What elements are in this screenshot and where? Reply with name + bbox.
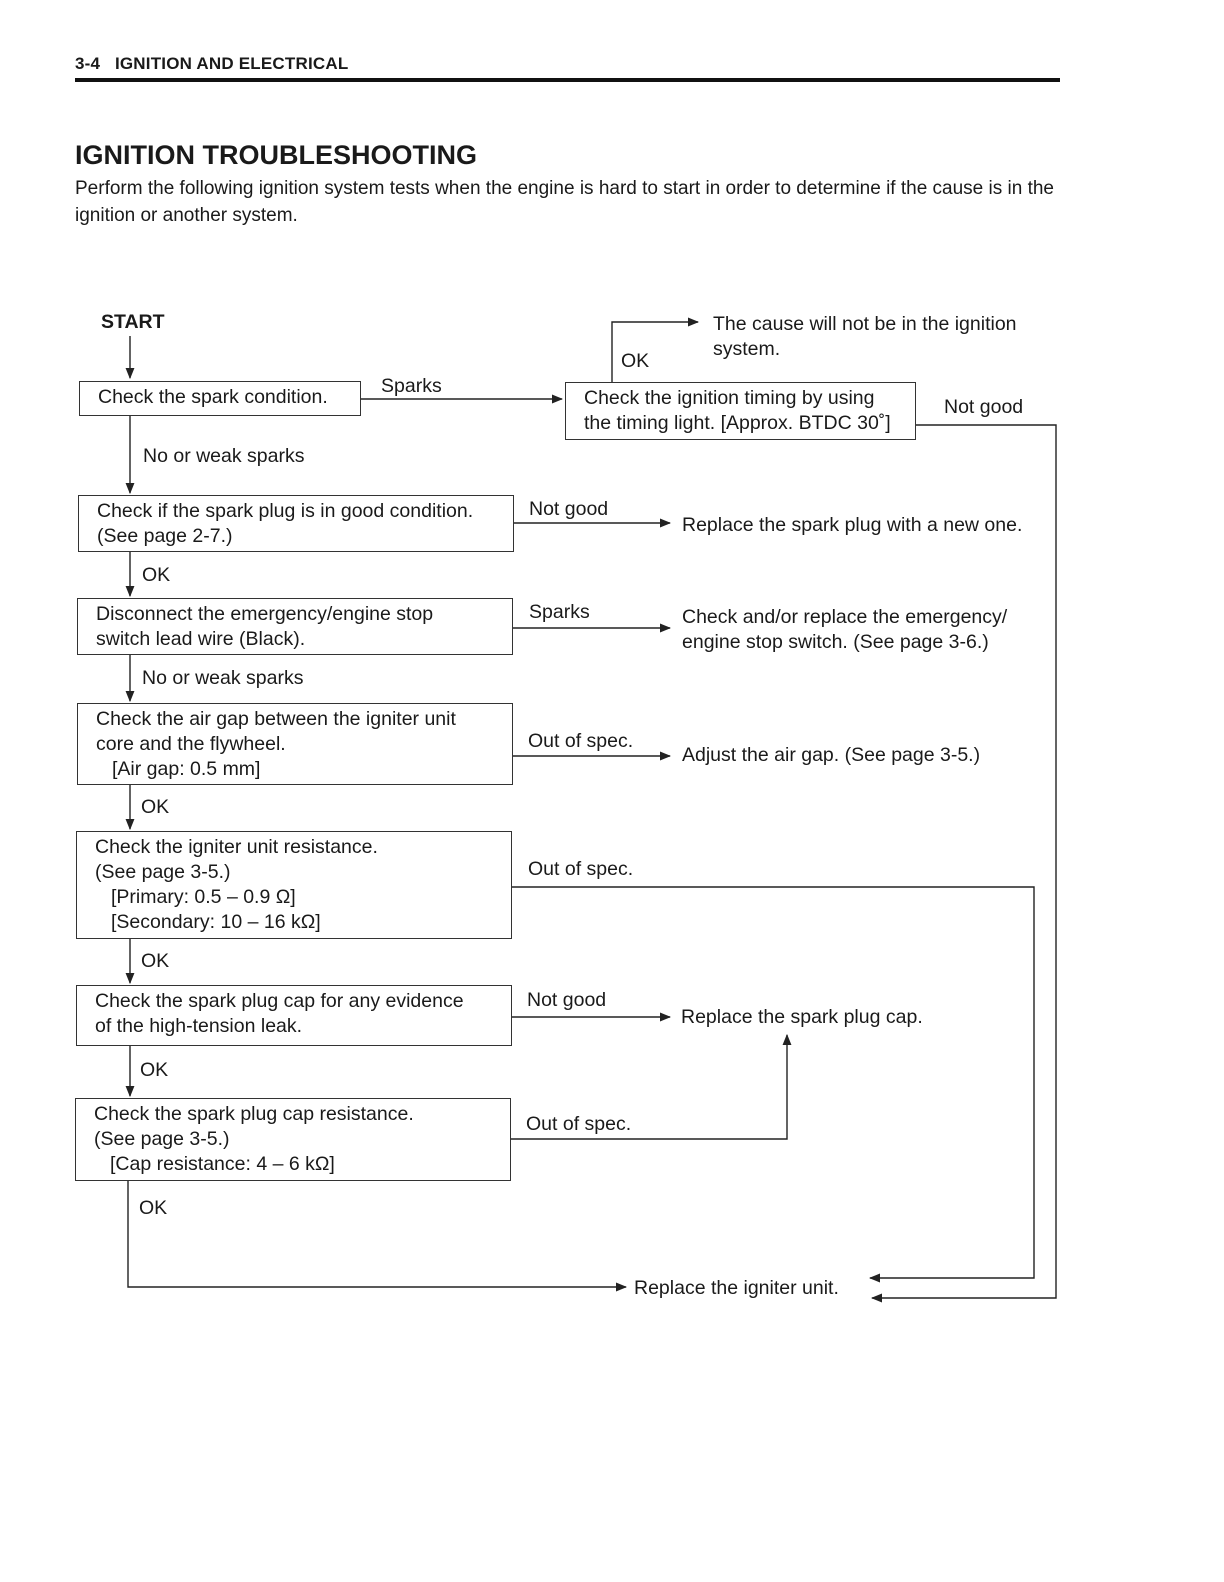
arrow-ok-5 (128, 1181, 626, 1287)
step-text: (See page 2-7.) (97, 525, 233, 547)
step-text: Check the igniter unit resistance. (95, 836, 378, 858)
step-spec: [Cap resistance: 4 – 6 kΩ] (110, 1153, 335, 1175)
step-igniter-resistance (76, 831, 512, 939)
label-no-weak-sparks: No or weak sparks (143, 445, 305, 467)
label-sparks: Sparks (529, 601, 590, 623)
label-ok: OK (139, 1197, 168, 1219)
step-text: Disconnect the emergency/engine stop (96, 603, 434, 625)
step-text: (See page 3-5.) (94, 1128, 230, 1150)
step-disconnect-switch (77, 598, 513, 655)
outcome-not-ignition (713, 312, 1017, 362)
step-air-gap (77, 703, 513, 785)
label-not-good: Not good (527, 989, 607, 1011)
step-cap-resistance (75, 1098, 511, 1181)
step-text: Check the spark plug cap for any evidence (95, 990, 464, 1012)
step-text: the timing light. [Approx. BTDC 30˚] (584, 412, 891, 434)
step-spark-plug (78, 495, 514, 552)
step-text: of the high-tension leak. (95, 1015, 303, 1037)
step-text: (See page 3-5.) (95, 861, 231, 883)
label-ok: OK (140, 1059, 169, 1081)
label-out-of-spec: Out of spec. (526, 1113, 632, 1135)
outcome-text: system. (713, 338, 781, 360)
step-cap-leak (76, 985, 512, 1046)
step-spec: [Primary: 0.5 – 0.9 Ω] (111, 886, 296, 908)
label-ok: OK (141, 796, 170, 818)
step-text: Check the spark condition. (98, 386, 328, 408)
outcome-text: Check and/or replace the emergency/ (682, 606, 1008, 628)
start-label: START (101, 311, 165, 333)
label-not-good: Not good (944, 396, 1024, 418)
step-text: Check if the spark plug is in good condition. (97, 500, 474, 522)
page-title: IGNITION TROUBLESHOOTING (75, 140, 477, 170)
outcome-replace-plug: Replace the spark plug with a new one. (682, 514, 1023, 536)
step-spark-condition (79, 381, 361, 416)
step-spec: [Air gap: 0.5 mm] (112, 758, 261, 780)
outcome-adjust-gap: Adjust the air gap. (See page 3-5.) (682, 744, 981, 766)
intro-text: Perform the following ignition system tests when the engine is hard to start in order to determine if the cause is in the ignition or another system. (75, 178, 1055, 226)
step-ignition-timing (565, 382, 916, 440)
outcome-text: engine stop switch. (See page 3-6.) (682, 631, 989, 653)
outcome-replace-igniter: Replace the igniter unit. (634, 1277, 839, 1299)
step-text: Check the air gap between the igniter unit (96, 708, 456, 730)
label-not-good: Not good (529, 498, 609, 520)
step-text: switch lead wire (Black). (96, 628, 306, 650)
step-text: Check the spark plug cap resistance. (94, 1103, 414, 1125)
arrow-not-good-timing (872, 425, 1056, 1298)
label-ok: OK (141, 950, 170, 972)
outcome-text: The cause will not be in the ignition (713, 313, 1017, 335)
label-ok: OK (621, 350, 650, 372)
label-out-of-spec: Out of spec. (528, 730, 634, 752)
arrow-out-spec-igniter (512, 887, 1034, 1278)
outcome-replace-switch (682, 605, 1007, 655)
step-text: Check the ignition timing by using (584, 387, 875, 409)
step-text: core and the flywheel. (96, 733, 286, 755)
label-no-weak-sparks: No or weak sparks (142, 667, 304, 689)
step-spec: [Secondary: 10 – 16 kΩ] (111, 911, 321, 933)
outcome-replace-cap: Replace the spark plug cap. (681, 1006, 923, 1028)
label-ok: OK (142, 564, 171, 586)
section-number: 3-4 (75, 54, 101, 73)
chapter-title: IGNITION AND ELECTRICAL (114, 54, 349, 73)
label-sparks: Sparks (381, 375, 442, 397)
label-out-of-spec: Out of spec. (528, 858, 634, 880)
